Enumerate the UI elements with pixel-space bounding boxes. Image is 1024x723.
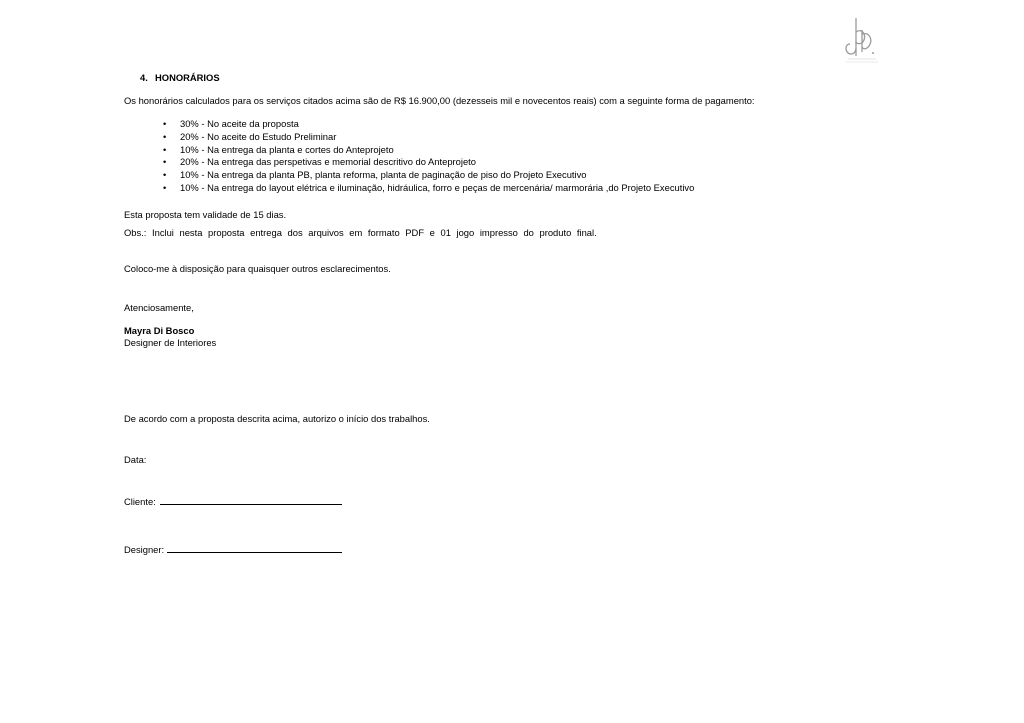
observation-text: Obs.: Inclui nesta proposta entrega dos arquivos em formato PDF e 01 jogo impresso do produto final. xyxy=(124,227,597,238)
designer-label: Designer: xyxy=(124,544,165,555)
availability-text: Coloco-me à disposição para quaisquer outros esclarecimentos. xyxy=(124,263,391,274)
bullet-icon: • xyxy=(163,130,167,142)
bullet-icon: • xyxy=(163,181,167,193)
bullet-icon: • xyxy=(163,143,167,155)
list-item xyxy=(163,144,694,157)
payment-schedule-list xyxy=(163,118,694,195)
designer-signature-field xyxy=(124,543,342,554)
signer-name: Mayra Di Bosco xyxy=(124,325,195,336)
designer-signature-line xyxy=(167,543,342,553)
validity-text: Esta proposta tem validade de 15 dias. xyxy=(124,209,287,220)
list-item xyxy=(163,156,694,169)
list-item xyxy=(163,118,694,131)
date-label: Data: xyxy=(124,454,147,465)
payment-item-text: 10% - Na entrega do layout elétrica e iluminação, hidráulica, forro e peças de mercenária/ marmorária ,do Projeto Executivo xyxy=(180,181,695,193)
payment-item-text: 20% - No aceite do Estudo Preliminar xyxy=(180,130,337,142)
list-item xyxy=(163,131,694,144)
di-bosco-monogram-logo xyxy=(840,14,884,68)
signer-role: Designer de Interiores xyxy=(124,337,217,348)
client-signature-line xyxy=(160,495,342,505)
section-number: 4. xyxy=(140,72,148,83)
client-signature-field xyxy=(124,495,342,506)
section-title: HONORÁRIOS xyxy=(155,72,220,83)
client-label: Cliente: xyxy=(124,496,156,507)
list-item xyxy=(163,182,694,195)
payment-item-text: 10% - Na entrega da planta PB, planta reforma, planta de paginação de piso do Projeto Executivo xyxy=(180,169,587,181)
list-item xyxy=(163,169,694,182)
bullet-icon: • xyxy=(163,156,167,168)
bullet-icon: • xyxy=(163,169,167,181)
closing-text: Atenciosamente, xyxy=(124,302,194,313)
section-heading xyxy=(140,73,220,82)
payment-item-text: 30% - No aceite da proposta xyxy=(180,118,299,129)
payment-item-text: 20% - Na entrega das perspetivas e memorial descritivo do Anteprojeto xyxy=(180,156,476,168)
payment-item-text: 10% - Na entrega da planta e cortes do Anteprojeto xyxy=(180,143,394,155)
bullet-icon: • xyxy=(163,118,167,129)
agreement-text: De acordo com a proposta descrita acima, autorizo o início dos trabalhos. xyxy=(124,413,430,424)
fees-intro-text: Os honorários calculados para os serviços citados acima são de R$ 16.900,00 (dezesseis mil e novecentos reais) com a seguinte forma de pagamento: xyxy=(124,95,755,106)
